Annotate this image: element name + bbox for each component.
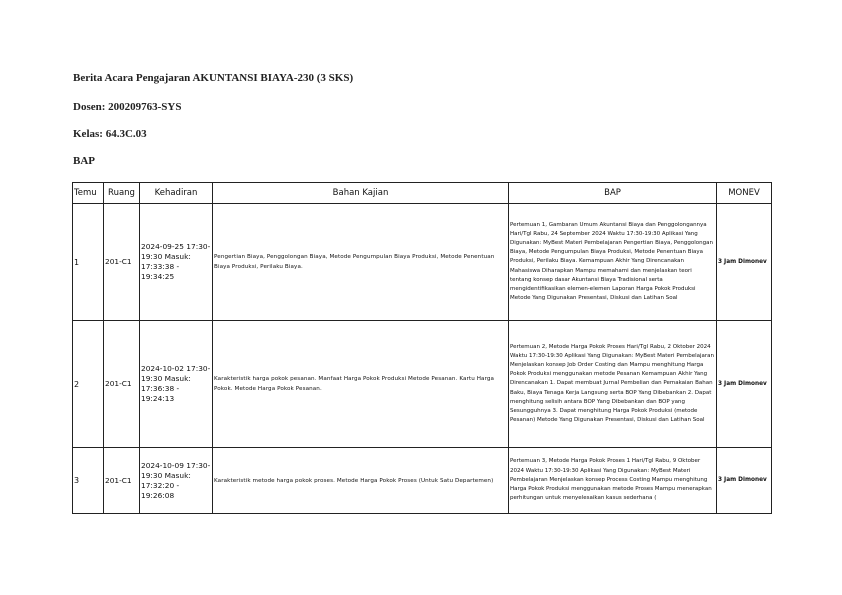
cell-kehadiran: 2024-10-09 17:30-19:30 Masuk: 17:32:20 - 19:26:08 bbox=[140, 448, 213, 514]
cell-monev: 3 Jam Dimonev bbox=[717, 448, 772, 514]
column-header-ruang: Ruang bbox=[104, 183, 140, 204]
class-label: Kelas: 64.3C.03 bbox=[73, 128, 147, 140]
cell-temu: 2 bbox=[73, 321, 104, 448]
lecturer-label: Dosen: 200209763-SYS bbox=[73, 101, 182, 113]
table-row bbox=[73, 204, 772, 321]
column-header-kehadiran: Kehadiran bbox=[140, 183, 213, 204]
cell-ruang: 201-C1 bbox=[104, 204, 140, 321]
cell-bap: Pertemuan 1, Gambaran Umum Akuntansi Biaya dan Penggolongannya Hari/Tgl Rabu, 24 September 2024 Waktu 17:30-19:30 Aplikasi Yang Digunakan: MyBest Materi Pembelajaran Pengertian Biaya, Penggolongan Biaya, Metode Pengumpulan Biaya Produksi, Metode Penentuan Biaya Produksi, Perilaku Biaya. Kemampuan Akhir Yang Direncanakan Mahasiswa Diharapkan Mampu memahami dan menjelaskan teori tentang konsep dasar Akuntansi Biaya Tradisional serta mengidentifikasikan elemen-elemen Laporan Harga Pokok Produksi Metode Yang Digunakan Presentasi, Diskusi dan Latihan Soal bbox=[509, 204, 717, 321]
section-label: BAP bbox=[73, 155, 95, 167]
cell-monev: 3 Jam Dimonev bbox=[717, 204, 772, 321]
cell-bap: Pertemuan 3, Metode Harga Pokok Proses 1 Hari/Tgl Rabu, 9 Oktober 2024 Waktu 17:30-19:30 Aplikasi Yang Digunakan: MyBest Materi Pembelajaran Menjelaskan konsep Process Costing Mampu menghitung Harga Pokok Produksi menggunakan metode Proses Mampu menerapkan perhitungan untuk menyelesaikan kasus sederhana ( bbox=[509, 448, 717, 514]
table-row bbox=[73, 321, 772, 448]
cell-temu: 3 bbox=[73, 448, 104, 514]
cell-monev: 3 Jam Dimonev bbox=[717, 321, 772, 448]
cell-kehadiran: 2024-09-25 17:30-19:30 Masuk: 17:33:38 - 19:34:25 bbox=[140, 204, 213, 321]
table-row bbox=[73, 448, 772, 514]
cell-bahan-kajian: Karakteristik harga pokok pesanan. Manfaat Harga Pokok Produksi Metode Pesanan. Kartu Harga Pokok. Metode Harga Pokok Pesanan. bbox=[213, 321, 509, 448]
cell-kehadiran: 2024-10-02 17:30-19:30 Masuk: 17:36:38 - 19:24:13 bbox=[140, 321, 213, 448]
column-header-bap: BAP bbox=[509, 183, 717, 204]
cell-ruang: 201-C1 bbox=[104, 448, 140, 514]
column-header-monev: MONEV bbox=[717, 183, 772, 204]
column-header-temu: Temu bbox=[73, 183, 104, 204]
cell-bap: Pertemuan 2, Metode Harga Pokok Proses Hari/Tgl Rabu, 2 Oktober 2024 Waktu 17:30-19:30 Aplikasi Yang Digunakan: MyBest Materi Pembelajaran Menjelaskan konsep Job Order Costing dan Mampu menghitung Harga Pokok Produksi menggunakan metode Pesanan Kemampuan Akhir Yang Direncanakan 1. Dapat membuat Jurnal Pembelian dan Pemakaian Bahan Baku, Biaya Tenaga Kerja Langsung serta BOP Yang Dibebankan 2. Dapat menghitung selisih antara BOP Yang Dibebankan dan BOP yang Sesungguhnya 3. Dapat menghitung Harga Pokok Produksi (metode Pesanan) Metode Yang Digunakan Presentasi, Diskusi dan Latihan Soal bbox=[509, 321, 717, 448]
table-header-row bbox=[73, 183, 772, 204]
cell-bahan-kajian: Karakteristik metode harga pokok proses. Metode Harga Pokok Proses (Untuk Satu Departemen) bbox=[213, 448, 509, 514]
column-header-bahan-kajian: Bahan Kajian bbox=[213, 183, 509, 204]
cell-ruang: 201-C1 bbox=[104, 321, 140, 448]
document-title: Berita Acara Pengajaran AKUNTANSI BIAYA-230 (3 SKS) bbox=[73, 72, 354, 84]
cell-bahan-kajian: Pengertian Biaya, Penggolongan Biaya, Metode Pengumpulan Biaya Produksi, Metode Penentuan Biaya Produksi, Perilaku Biaya. bbox=[213, 204, 509, 321]
bap-table bbox=[72, 182, 772, 514]
cell-temu: 1 bbox=[73, 204, 104, 321]
